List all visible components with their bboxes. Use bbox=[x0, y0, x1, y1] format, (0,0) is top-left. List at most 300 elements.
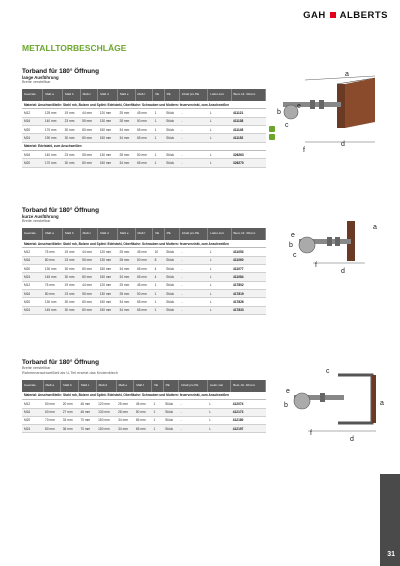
eye-bearing-shape bbox=[294, 393, 310, 409]
dim-label-e: e bbox=[286, 388, 290, 395]
table-cell: 150 mm bbox=[98, 126, 118, 134]
column-header: Best.-Nr. 40xxxx bbox=[231, 228, 265, 240]
table-cell: 120 mm bbox=[98, 109, 118, 117]
column-header: Maß a bbox=[43, 228, 63, 240]
table-cell: 120 mm bbox=[98, 281, 118, 289]
table-cell: 65 mm bbox=[135, 298, 153, 306]
dim-label-a: a bbox=[345, 72, 349, 78]
table-cell: L bbox=[208, 248, 231, 256]
table-cell: 4 bbox=[153, 273, 165, 281]
table-cell: 80 mm bbox=[80, 134, 98, 142]
page-number: 31 bbox=[387, 551, 395, 558]
gusset-plate-shape bbox=[345, 78, 375, 128]
table-cell: L bbox=[208, 273, 231, 281]
table-cell: 65 mm bbox=[135, 159, 153, 167]
dim-label-d: d bbox=[350, 436, 354, 443]
table-cell: L bbox=[207, 400, 230, 408]
table-cell: 34 mm bbox=[118, 265, 136, 273]
dim-label-b: b bbox=[284, 402, 288, 409]
material-note: Material: Anschweißteile: Stahl roh, Bolzen und Splint: Edelstahl, Oberfläche: Schrauben und Muttern: feuerverzinkt, zum Anschweißen bbox=[22, 240, 266, 248]
spec-table bbox=[22, 380, 266, 434]
table-cell: 65 mm bbox=[135, 265, 153, 273]
table-cell: 130 mm bbox=[43, 298, 63, 306]
table-cell: 140 mm bbox=[43, 150, 63, 158]
product-block-long bbox=[22, 68, 266, 168]
material-row bbox=[22, 392, 266, 400]
table-cell: 120 mm bbox=[96, 400, 116, 408]
table-cell: 65 mm bbox=[135, 126, 153, 134]
column-header: Maß a bbox=[43, 380, 61, 392]
column-header: Maß b bbox=[63, 89, 81, 101]
column-header: Maß e bbox=[116, 380, 134, 392]
table-cell: 30 mm bbox=[63, 273, 81, 281]
dim-label-b: b bbox=[277, 109, 281, 116]
table-row bbox=[22, 150, 266, 158]
table-cell: 140 mm bbox=[43, 117, 63, 125]
dim-label-f: f bbox=[315, 262, 317, 269]
table-cell: 19 mm bbox=[63, 109, 81, 117]
table-cell: 1 bbox=[153, 281, 165, 289]
table-cell: 34 mm bbox=[116, 425, 134, 433]
table-cell: 25 mm bbox=[118, 109, 136, 117]
table-header-row bbox=[22, 380, 266, 392]
table-cell: L bbox=[207, 425, 230, 433]
table-cell: L bbox=[208, 289, 231, 297]
table-cell: 80 mm bbox=[80, 126, 98, 134]
table-cell: 46 mm bbox=[78, 400, 96, 408]
table-cell: - bbox=[179, 109, 208, 117]
technical-drawing-long bbox=[275, 72, 385, 157]
table-cell: Stück bbox=[164, 289, 179, 297]
table-cell: L bbox=[208, 281, 231, 289]
table-cell: M20 bbox=[22, 126, 43, 134]
table-cell: 1 bbox=[153, 109, 165, 117]
table-cell: L bbox=[208, 298, 231, 306]
material-row bbox=[22, 142, 266, 150]
table-cell: 23 mm bbox=[63, 150, 81, 158]
table-cell: 1 bbox=[153, 134, 165, 142]
table-cell: M12 bbox=[22, 400, 43, 408]
article-number: 411077 bbox=[231, 265, 265, 273]
table-row bbox=[22, 109, 266, 117]
table-cell: 23 mm bbox=[63, 289, 81, 297]
spec-table-grid bbox=[22, 89, 266, 167]
table-cell: Stück bbox=[164, 159, 179, 167]
column-header: Maß f bbox=[135, 89, 153, 101]
table-row bbox=[22, 408, 266, 416]
table-cell: 1 bbox=[153, 159, 165, 167]
table-cell: Stück bbox=[164, 109, 179, 117]
table-cell: 34 mm bbox=[118, 306, 136, 314]
table-cell: - bbox=[179, 416, 208, 424]
table-cell: - bbox=[179, 248, 208, 256]
table-cell: M24 bbox=[22, 425, 43, 433]
table-cell: M16 bbox=[22, 289, 43, 297]
column-header: VE bbox=[153, 228, 165, 240]
column-header: Maß f bbox=[135, 228, 153, 240]
column-header: PE bbox=[163, 380, 178, 392]
table-cell: L bbox=[207, 408, 230, 416]
article-number: 412180 bbox=[231, 416, 266, 424]
column-header: Maß c bbox=[78, 380, 96, 392]
table-cell: 1 bbox=[153, 150, 165, 158]
table-row bbox=[22, 159, 266, 167]
table-cell: 1 bbox=[153, 126, 165, 134]
table-cell: 70 mm bbox=[78, 425, 96, 433]
technical-drawing-u-part bbox=[280, 365, 390, 443]
table-cell: 10 bbox=[153, 248, 165, 256]
table-cell: 1 bbox=[153, 298, 165, 306]
table-cell: 30 mm bbox=[63, 159, 81, 167]
article-number: 326270 bbox=[231, 159, 265, 167]
table-cell: 50 mm bbox=[135, 150, 153, 158]
table-cell: 75 mm bbox=[43, 248, 63, 256]
table-cell: 46 mm bbox=[78, 408, 96, 416]
table-cell: 45 mm bbox=[134, 400, 152, 408]
table-cell: 55 mm bbox=[80, 150, 98, 158]
dim-label-c: c bbox=[285, 122, 289, 129]
table-cell: 55 mm bbox=[80, 289, 98, 297]
table-cell: 45 mm bbox=[135, 281, 153, 289]
table-cell: 65 mm bbox=[135, 273, 153, 281]
table-cell: 28 mm bbox=[118, 256, 136, 264]
column-header: Maß d bbox=[98, 228, 118, 240]
column-header: PE bbox=[164, 89, 179, 101]
table-cell: Stück bbox=[163, 408, 178, 416]
dim-label-d: d bbox=[341, 141, 345, 148]
table-row bbox=[22, 273, 266, 281]
table-cell: Stück bbox=[164, 256, 179, 264]
table-cell: Stück bbox=[164, 306, 179, 314]
table-cell: 30 mm bbox=[63, 298, 81, 306]
column-header: Maß d bbox=[98, 89, 118, 101]
table-cell: 1 bbox=[152, 416, 164, 424]
table-cell: 34 mm bbox=[118, 134, 136, 142]
table-cell: 45 mm bbox=[135, 109, 153, 117]
table-cell: 70 mm bbox=[43, 416, 61, 424]
table-cell: M16 bbox=[22, 408, 43, 416]
technical-drawing-short bbox=[285, 217, 390, 277]
spec-table bbox=[22, 228, 266, 315]
table-cell: 70 mm bbox=[78, 416, 96, 424]
material-row bbox=[22, 101, 266, 109]
table-cell: 34 mm bbox=[118, 273, 136, 281]
article-number: 326263 bbox=[231, 150, 265, 158]
table-row bbox=[22, 281, 266, 289]
table-cell: Stück bbox=[164, 281, 179, 289]
table-row bbox=[22, 117, 266, 125]
table-cell: 65 mm bbox=[135, 134, 153, 142]
table-row bbox=[22, 425, 266, 433]
table-cell: 30 mm bbox=[63, 126, 81, 134]
column-header: Maß e bbox=[118, 228, 136, 240]
table-cell: Stück bbox=[164, 265, 179, 273]
table-cell: 55 mm bbox=[80, 256, 98, 264]
table-cell: - bbox=[179, 117, 208, 125]
table-cell: 80 mm bbox=[80, 273, 98, 281]
eye-bearing-shape bbox=[284, 105, 298, 119]
brand-right: ALBERTS bbox=[339, 10, 388, 21]
table-row bbox=[22, 248, 266, 256]
table-cell: 1 bbox=[152, 425, 164, 433]
table-cell: 23 mm bbox=[63, 256, 81, 264]
dim-label-f: f bbox=[310, 430, 312, 437]
table-cell: M12 bbox=[22, 109, 43, 117]
table-cell: 1 bbox=[152, 408, 164, 416]
table-cell: 34 mm bbox=[118, 126, 136, 134]
table-cell: M16 bbox=[22, 117, 43, 125]
table-cell: 65 mm bbox=[134, 425, 152, 433]
table-cell: 50 mm bbox=[135, 117, 153, 125]
section-title: METALLTORBESCHLÄGE bbox=[22, 43, 127, 53]
table-cell: - bbox=[179, 126, 208, 134]
dim-label-b: b bbox=[289, 242, 293, 249]
table-cell: Stück bbox=[164, 248, 179, 256]
table-row bbox=[22, 400, 266, 408]
table-cell: 150 mm bbox=[98, 273, 118, 281]
column-header: Maß a bbox=[43, 89, 63, 101]
table-cell: 150 mm bbox=[98, 265, 118, 273]
table-row bbox=[22, 126, 266, 134]
table-row bbox=[22, 265, 266, 273]
article-number: 417819 bbox=[231, 289, 265, 297]
brand-left: GAH bbox=[303, 10, 326, 21]
column-header: Gewinde bbox=[22, 228, 43, 240]
table-cell: 130 mm bbox=[96, 408, 116, 416]
table-cell: - bbox=[179, 159, 208, 167]
article-number: 411053 bbox=[231, 248, 265, 256]
table-cell: 34 mm bbox=[116, 416, 134, 424]
article-number: 411138 bbox=[231, 117, 265, 125]
table-cell: 190 mm bbox=[43, 134, 63, 142]
table-cell: M24 bbox=[22, 273, 43, 281]
table-cell: 125 mm bbox=[43, 109, 63, 117]
column-header: Maß d bbox=[96, 380, 116, 392]
table-cell: 28 mm bbox=[118, 289, 136, 297]
table-row bbox=[22, 416, 266, 424]
table-cell: Stück bbox=[163, 400, 178, 408]
logo-dot-icon bbox=[330, 12, 336, 18]
table-cell: 50 mm bbox=[134, 408, 152, 416]
table-cell: M20 bbox=[22, 416, 43, 424]
table-cell: - bbox=[179, 408, 208, 416]
table-cell: L bbox=[208, 109, 231, 117]
column-header: PE bbox=[164, 228, 179, 240]
material-note: Material: Anschweißteile: Stahl roh, Bolzen und Splint: Edelstahl, Oberfläche: Schrauben und Muttern: feuerverzinkt, zum Anschweißen bbox=[22, 101, 266, 109]
column-header: Liefer-zeit bbox=[207, 380, 230, 392]
table-cell: M20 bbox=[22, 298, 43, 306]
table-cell: - bbox=[179, 306, 208, 314]
table-cell: L bbox=[208, 117, 231, 125]
table-cell: 150 mm bbox=[98, 159, 118, 167]
product-block-short bbox=[22, 207, 266, 315]
table-cell: - bbox=[179, 256, 208, 264]
table-cell: L bbox=[208, 134, 231, 142]
table-cell: 50 mm bbox=[135, 289, 153, 297]
product-subtitle: kurze Ausführung bbox=[22, 214, 59, 220]
article-number: 412197 bbox=[231, 425, 266, 433]
material-note: Material: Edelstahl, zum Anschweißen bbox=[22, 142, 266, 150]
table-cell: L bbox=[208, 126, 231, 134]
column-header: VE bbox=[153, 89, 165, 101]
material-note: Material: Anschweißteile: Stahl roh, Bolzen und Splint: Edelstahl, Oberfläche: Schrauben und Muttern: feuerverzinkt, zum Anschweißen bbox=[22, 392, 266, 400]
table-cell: L bbox=[208, 150, 231, 158]
article-number: 411121 bbox=[231, 109, 265, 117]
column-header: Maß b bbox=[61, 380, 79, 392]
table-cell: Stück bbox=[164, 117, 179, 125]
eye-bearing-shape bbox=[299, 237, 315, 253]
product-note: Breite verstellbar bbox=[22, 366, 51, 371]
table-cell: 20 mm bbox=[61, 400, 79, 408]
table-cell: 1 bbox=[153, 306, 165, 314]
table-cell: Stück bbox=[164, 126, 179, 134]
page-number-tab bbox=[380, 474, 400, 566]
table-cell: 34 mm bbox=[118, 298, 136, 306]
column-header: Inhalt pro PE bbox=[179, 89, 208, 101]
column-header: VE bbox=[152, 380, 164, 392]
table-cell: 33 mm bbox=[61, 416, 79, 424]
table-header-row bbox=[22, 89, 266, 101]
table-cell: Stück bbox=[164, 273, 179, 281]
table-cell: Stück bbox=[163, 416, 178, 424]
table-cell: 150 mm bbox=[96, 425, 116, 433]
table-cell: 65 mm bbox=[134, 416, 152, 424]
article-number: 411152 bbox=[231, 134, 265, 142]
table-row bbox=[22, 306, 266, 314]
table-cell: 30 mm bbox=[63, 265, 81, 273]
column-header: Maß e bbox=[118, 89, 136, 101]
table-cell: 80 mm bbox=[80, 265, 98, 273]
column-header: Gewinde bbox=[22, 380, 43, 392]
product-note: Breite verstellbar bbox=[22, 80, 51, 85]
table-cell: L bbox=[208, 256, 231, 264]
article-number: 411145 bbox=[231, 126, 265, 134]
table-cell: 130 mm bbox=[98, 289, 118, 297]
table-cell: L bbox=[208, 265, 231, 273]
table-cell: - bbox=[179, 265, 208, 273]
table-cell: M12 bbox=[22, 248, 43, 256]
table-row bbox=[22, 256, 266, 264]
table-row bbox=[22, 289, 266, 297]
table-cell: 28 mm bbox=[118, 117, 136, 125]
table-cell: 27 mm bbox=[61, 408, 79, 416]
product-note: Breite verstellbar bbox=[22, 219, 51, 224]
table-cell: 19 mm bbox=[63, 281, 81, 289]
table-cell: 150 mm bbox=[96, 416, 116, 424]
column-header: Maß c bbox=[80, 89, 98, 101]
table-cell: - bbox=[179, 425, 208, 433]
table-cell: - bbox=[179, 150, 208, 158]
table-cell: 30 mm bbox=[63, 306, 81, 314]
table-cell: 28 mm bbox=[116, 408, 134, 416]
dim-label-e: e bbox=[291, 232, 295, 239]
table-cell: 30 mm bbox=[63, 134, 81, 142]
table-cell: M24 bbox=[22, 306, 43, 314]
column-header: Inhalt pro PE bbox=[179, 380, 208, 392]
table-cell: 130 mm bbox=[98, 150, 118, 158]
table-cell: 19 mm bbox=[63, 248, 81, 256]
column-header: Liefer-zeit bbox=[208, 228, 231, 240]
table-cell: 34 mm bbox=[118, 159, 136, 167]
table-cell: 45 mm bbox=[135, 248, 153, 256]
table-cell: 23 mm bbox=[63, 117, 81, 125]
table-cell: 80 mm bbox=[43, 425, 61, 433]
table-cell: 55 mm bbox=[80, 117, 98, 125]
table-cell: 80 mm bbox=[43, 289, 63, 297]
table-cell: 25 mm bbox=[116, 400, 134, 408]
table-cell: 50 mm bbox=[135, 256, 153, 264]
table-cell: L bbox=[208, 306, 231, 314]
article-number: 417826 bbox=[231, 298, 265, 306]
dim-label-e: e bbox=[297, 103, 301, 110]
table-cell: 150 mm bbox=[98, 298, 118, 306]
dim-label-d: d bbox=[341, 268, 345, 275]
article-number: 411084 bbox=[231, 273, 265, 281]
table-cell: L bbox=[208, 159, 231, 167]
material-row bbox=[22, 240, 266, 248]
table-cell: - bbox=[179, 273, 208, 281]
product-title: Torband für 180° Öffnung bbox=[22, 359, 99, 366]
dim-label-a: a bbox=[373, 224, 377, 231]
table-cell: M16 bbox=[22, 150, 43, 158]
table-cell: 150 mm bbox=[98, 134, 118, 142]
column-header: Gewinde bbox=[22, 89, 43, 101]
dim-label-c: c bbox=[293, 252, 297, 259]
table-row bbox=[22, 134, 266, 142]
table-cell: 28 mm bbox=[118, 150, 136, 158]
table-cell: 80 mm bbox=[80, 159, 98, 167]
table-cell: L bbox=[207, 416, 230, 424]
product-title: Torband für 180° Öffnung bbox=[22, 207, 99, 214]
table-cell: 25 mm bbox=[118, 248, 136, 256]
article-number: 417802 bbox=[231, 281, 265, 289]
table-cell: 44 mm bbox=[80, 109, 98, 117]
table-cell: 65 mm bbox=[135, 306, 153, 314]
dim-label-f: f bbox=[303, 147, 305, 154]
table-cell: 80 mm bbox=[80, 298, 98, 306]
table-cell: 145 mm bbox=[43, 306, 63, 314]
table-cell: M12 bbox=[22, 281, 43, 289]
table-cell: 44 mm bbox=[80, 248, 98, 256]
table-cell: - bbox=[179, 289, 208, 297]
spec-table-grid bbox=[22, 380, 266, 434]
article-number: 412074 bbox=[231, 400, 266, 408]
column-header: Best.-Nr. 40xxxx bbox=[231, 380, 266, 392]
table-cell: 130 mm bbox=[98, 117, 118, 125]
table-cell: 60 mm bbox=[43, 408, 61, 416]
table-cell: M20 bbox=[22, 159, 43, 167]
table-cell: 120 mm bbox=[98, 248, 118, 256]
product-note-2: Rahmenanschweißteil als U-Teil ersetzt das Knotenblech bbox=[22, 370, 118, 375]
dim-label-a: a bbox=[380, 400, 384, 407]
table-cell: 75 mm bbox=[43, 281, 63, 289]
table-header-row bbox=[22, 228, 266, 240]
column-header: Inhalt pro PE bbox=[179, 228, 208, 240]
table-cell: M16 bbox=[22, 256, 43, 264]
table-cell: M24 bbox=[22, 134, 43, 142]
table-cell: 1 bbox=[152, 400, 164, 408]
table-cell: 80 mm bbox=[80, 306, 98, 314]
dim-label-c: c bbox=[326, 368, 330, 375]
table-cell: 44 mm bbox=[80, 281, 98, 289]
table-cell: Stück bbox=[164, 298, 179, 306]
article-number: 411060 bbox=[231, 256, 265, 264]
table-cell: - bbox=[179, 134, 208, 142]
table-cell: - bbox=[179, 281, 208, 289]
table-cell: 170 mm bbox=[43, 159, 63, 167]
product-subtitle: lange Ausführung bbox=[22, 75, 59, 81]
table-cell: Stück bbox=[163, 425, 178, 433]
